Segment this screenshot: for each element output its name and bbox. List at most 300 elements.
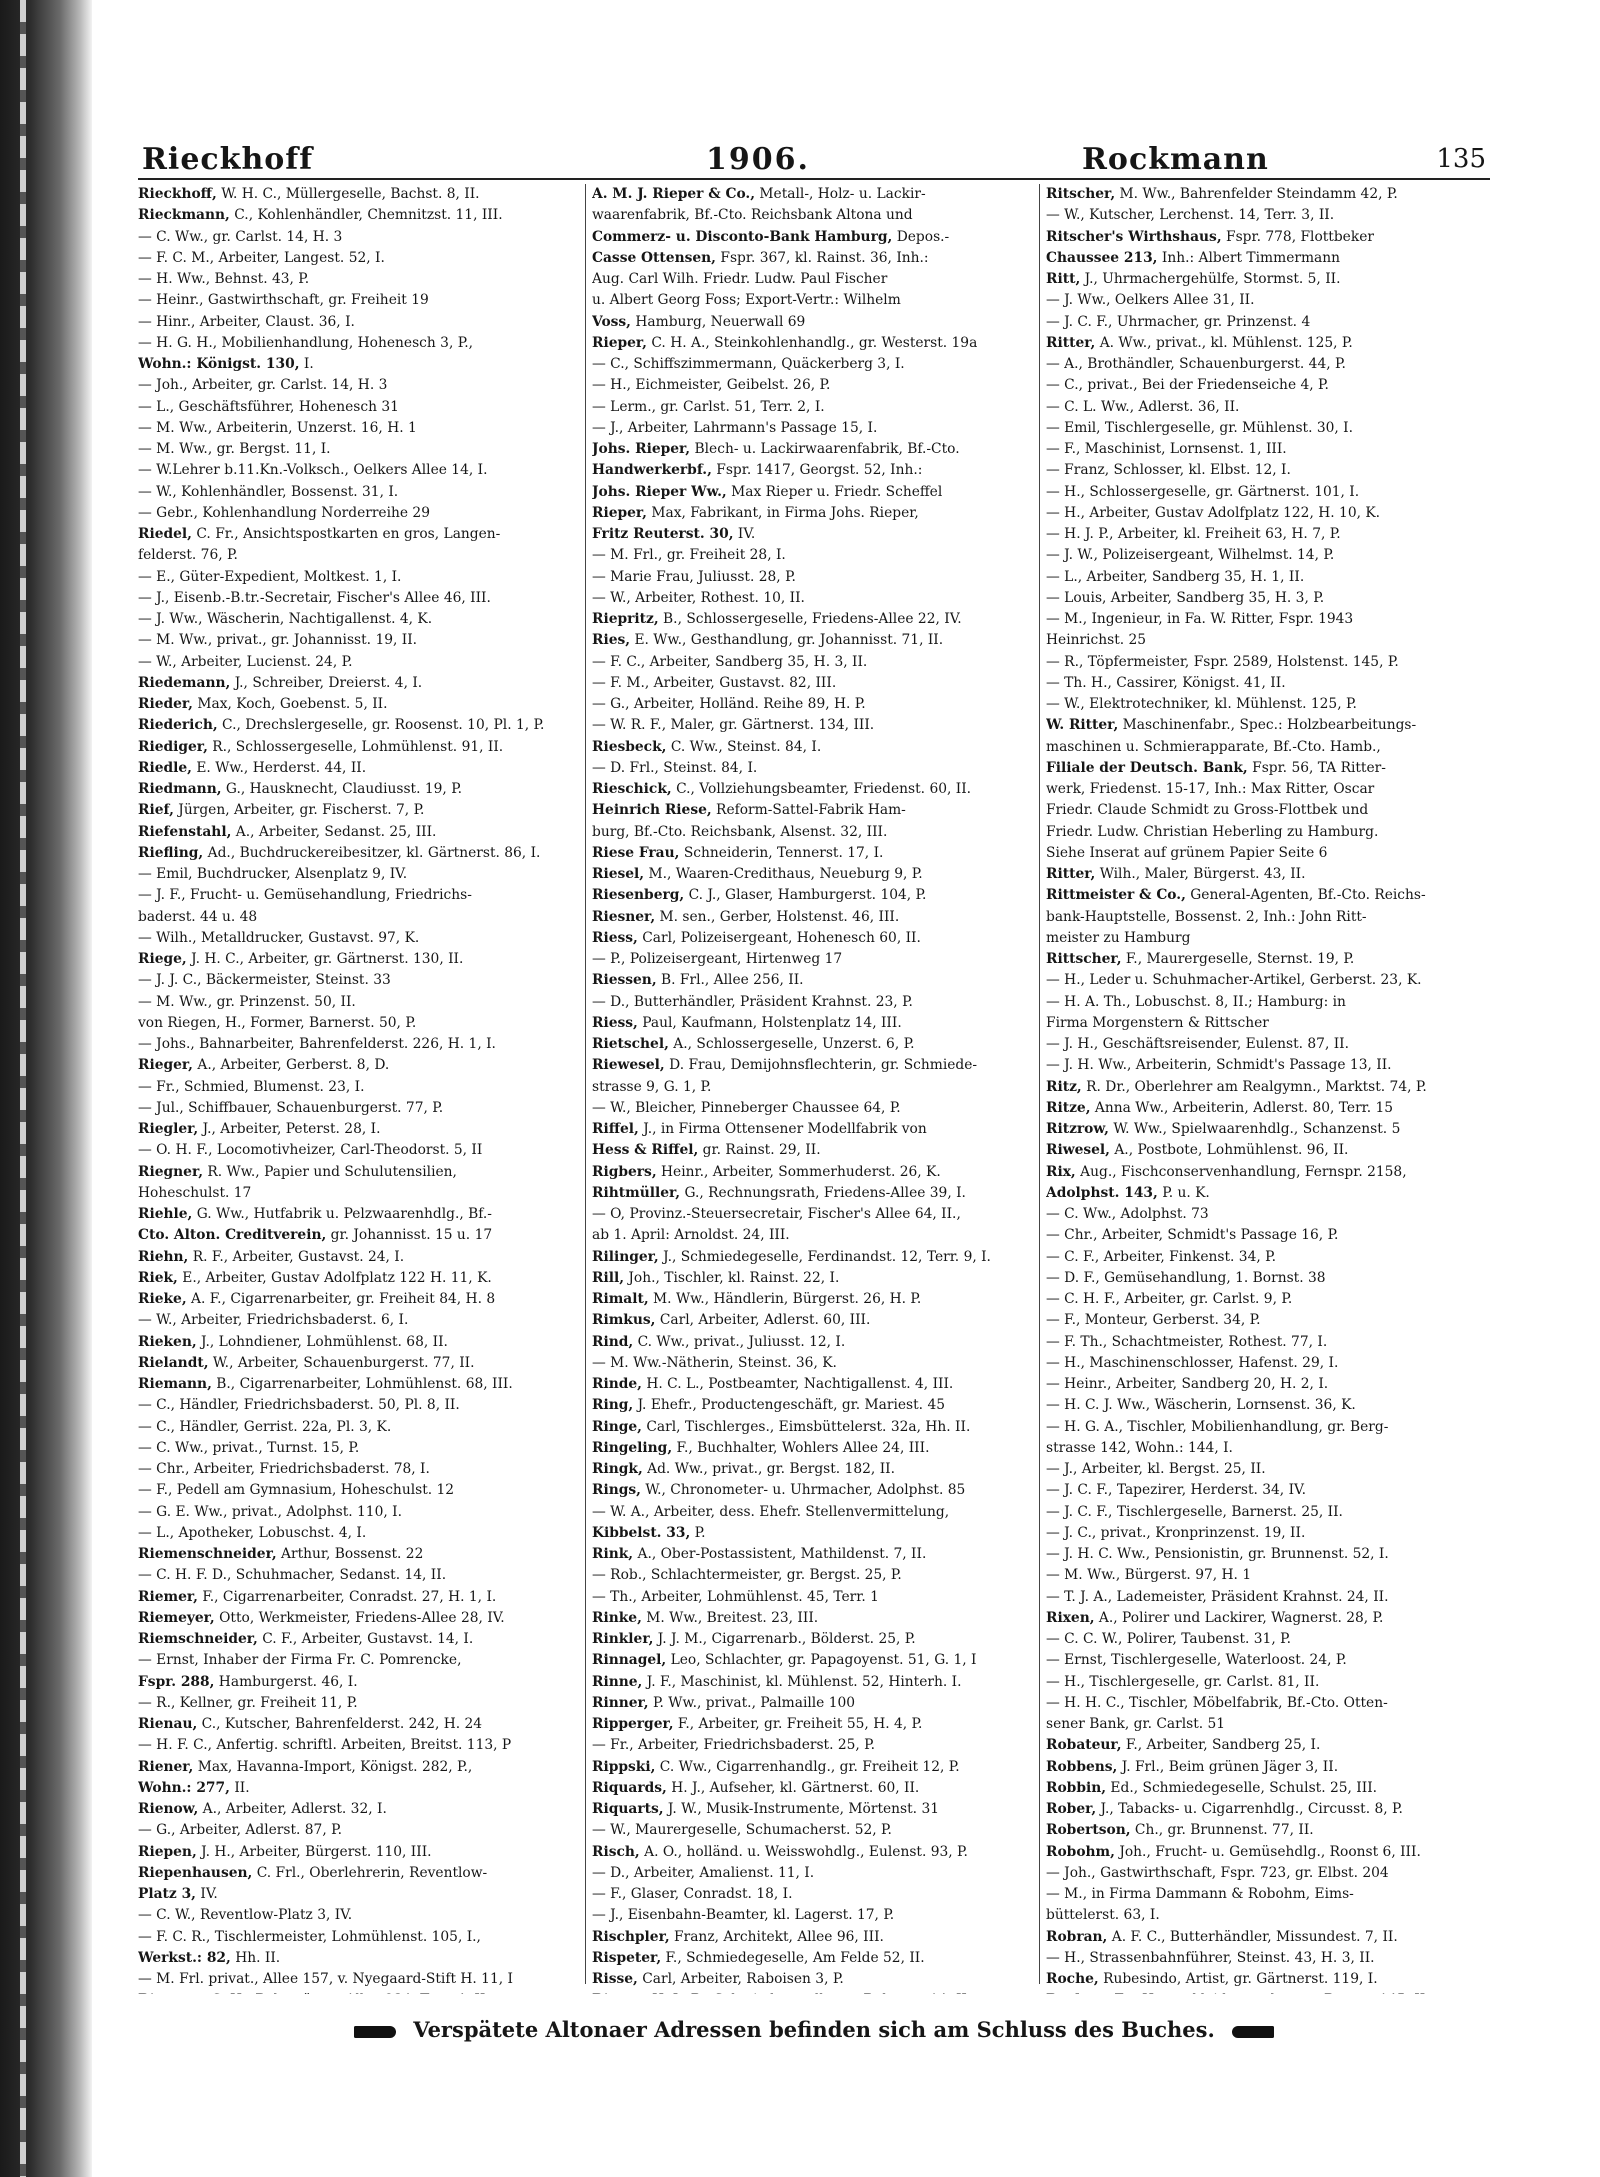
- directory-entry-line: Risse, Carl, Arbeiter, Raboisen 3, P.: [592, 1971, 844, 1987]
- directory-entry-line: — L., Arbeiter, Sandberg 35, H. 1, II.: [1046, 568, 1305, 585]
- directory-entry-line: — C. H. F. D., Schuhmacher, Sedanst. 14, II.: [138, 1567, 447, 1584]
- directory-entry-line: Riesner, M. sen., Gerber, Holstenst. 46, III.: [592, 908, 900, 925]
- directory-entry-line: — J. C., privat., Kronprinzenst. 19, II.: [1046, 1524, 1306, 1541]
- entry-surname: Robohm,: [1046, 1843, 1115, 1860]
- directory-entry-line: Rinke, M. Ww., Breitest. 23, III.: [592, 1609, 819, 1626]
- directory-entry-line: Riemeyer, Otto, Werkmeister, Friedens-Allee 28, IV.: [138, 1609, 505, 1626]
- entry-surname: Rinne,: [592, 1673, 643, 1690]
- footer-note: [138, 2010, 1490, 2050]
- entry-surname: Riquards,: [592, 1779, 667, 1796]
- directory-entry-line: — M. Ww., privat., gr. Johannisst. 19, II.: [138, 632, 418, 649]
- directory-entry-line: — Marie Frau, Juliusst. 28, P.: [592, 568, 796, 585]
- entry-surname: Rings,: [592, 1482, 641, 1499]
- entry-surname: Robbens,: [1046, 1758, 1118, 1775]
- directory-entry-line: Ritscher, M. Ww., Bahrenfelder Steindamm 42, P.: [1046, 186, 1398, 202]
- directory-entry-line: — W., Maurergeselle, Schumacherst. 52, P.: [592, 1822, 892, 1839]
- entry-surname: Riese Frau,: [592, 844, 680, 861]
- entry-surname: Commerz- u. Disconto-Bank Hamburg,: [592, 228, 893, 245]
- directory-entry-line: — Joh., Gastwirthschaft, Fspr. 723, gr. Elbst. 204: [1046, 1864, 1389, 1881]
- directory-entry-line: — H. H. C., Tischler, Möbelfabrik, Bf.-Cto. Otten-: [1046, 1694, 1388, 1711]
- directory-entry-line: Risch, A. O., holländ. u. Weisswohdlg., Eulenst. 93, P.: [592, 1843, 968, 1860]
- directory-entry-line: Fritz Reuterst. 30, IV.: [592, 526, 756, 542]
- directory-entry-line: Rieckhoff, W. H. C., Müllergeselle, Bachst. 8, II.: [138, 186, 480, 202]
- directory-entry-line: Friedr. Ludw. Christian Heberling zu Hamburg.: [1046, 823, 1379, 840]
- directory-entry-line: — H. G. A., Tischler, Mobilienhandlung, gr. Berg-: [1046, 1418, 1389, 1435]
- entry-surname: Ritter,: [1046, 866, 1096, 882]
- directory-entry-line: strasse 9, G. 1, P.: [592, 1078, 712, 1095]
- entry-surname: Riegner,: [138, 1163, 204, 1180]
- directory-entry-line: Johs. Rieper, Blech- u. Lackirwaarenfabrik, Bf.-Cto.: [592, 441, 960, 457]
- directory-entry-line: Kibbelst. 33, P.: [592, 1524, 706, 1541]
- entry-surname: Risse,: [592, 1971, 638, 1987]
- entry-surname: Rittscher,: [1046, 951, 1122, 967]
- directory-entry-line: Rober, J., Tabacks- u. Cigarrenhdlg., Circusst. 8, P.: [1046, 1801, 1403, 1817]
- directory-entry-line: Ritter, Wilh., Maler, Bürgerst. 43, II.: [1046, 866, 1306, 882]
- entry-surname: Ritt,: [1046, 271, 1081, 287]
- entry-surname: Kibbelst. 33,: [592, 1524, 691, 1541]
- entry-surname: Riesbeck,: [592, 738, 667, 755]
- entry-surname: Johs. Rieper,: [592, 441, 691, 457]
- directory-entry-line: — M. Ww., gr. Prinzenst. 50, II.: [138, 993, 356, 1010]
- directory-entry-line: — W., Bleicher, Pinneberger Chaussee 64, P.: [592, 1099, 901, 1116]
- entry-surname: [592, 1992, 648, 1994]
- directory-entry-line: — M., Ingenieur, in Fa. W. Ritter, Fspr. 1943: [1046, 611, 1354, 627]
- directory-entry-line: u. Albert Georg Foss; Export-Vertr.: Wilhelm: [592, 292, 901, 309]
- entry-surname: Ringe,: [592, 1418, 642, 1435]
- directory-entry-line: Wohn.: 277, II.: [138, 1779, 250, 1796]
- directory-entry-line: Rix, Aug., Fischconservenhandlung, Fernspr. 2158,: [1046, 1163, 1407, 1180]
- entry-surname: Riemenschneider,: [138, 1546, 277, 1562]
- directory-entry-line: Firma Morgenstern & Rittscher: [1046, 1014, 1269, 1031]
- directory-entry-line: Riediger, R., Schlossergeselle, Lohmühlenst. 91, II.: [138, 738, 504, 755]
- entry-surname: Risch,: [592, 1843, 640, 1860]
- entry-surname: Casse Ottensen,: [592, 249, 716, 266]
- directory-entry-line: — H., Maschinenschlosser, Hafenst. 29, I.: [1046, 1354, 1339, 1371]
- entry-surname: Rihtmüller,: [592, 1184, 681, 1201]
- directory-entry-line: Riwesel, A., Postbote, Lohmühlenst. 96, II.: [1046, 1142, 1349, 1159]
- directory-entry-line: — D., Butterhändler, Präsident Krahnst. 23, P.: [592, 993, 913, 1010]
- directory-entry-line: Robateur, F., Arbeiter, Sandberg 25, I.: [1046, 1737, 1321, 1754]
- directory-entry-line: — J. C. F., Tischlergeselle, Barnerst. 25, II.: [1046, 1503, 1343, 1520]
- directory-entry-line: Chaussee 213, Inh.: Albert Timmermann: [1046, 249, 1341, 266]
- directory-entry-line: — H., Eichmeister, Geibelst. 26, P.: [592, 377, 831, 394]
- entry-surname: Rinnagel,: [592, 1652, 667, 1669]
- directory-entry-line: Riege, J. H. C., Arbeiter, gr. Gärtnerst. 130, II.: [138, 951, 464, 967]
- directory-entry-line: Rinkler, J. J. M., Cigarrenarb., Bölderst. 25, P.: [592, 1631, 916, 1647]
- directory-entry-line: Handwerkerbf., Fspr. 1417, Georgst. 52, Inh.:: [592, 462, 923, 479]
- directory-entry-line: — P., Polizeisergeant, Hirtenweg 17: [592, 951, 843, 967]
- directory-entry-line: Riesbeck, C. Ww., Steinst. 84, I.: [592, 738, 822, 755]
- directory-entry-line: bank-Hauptstelle, Bossenst. 2, Inh.: John Ritt-: [1046, 908, 1367, 925]
- directory-entry-line: — Ernst, Inhaber der Firma Fr. C. Pomrencke,: [138, 1652, 462, 1669]
- entry-surname: Riek,: [138, 1269, 178, 1286]
- directory-entry-line: Robohm, Joh., Frucht- u. Gemüsehdlg., Roonst 6, III.: [1046, 1843, 1421, 1860]
- directory-entry-line: Riedmann, G., Hausknecht, Claudiusst. 19, P.: [138, 781, 463, 797]
- entry-surname: Johs. Rieper Ww.,: [592, 483, 727, 500]
- directory-entry-line: Rinde, H. C. L., Postbeamter, Nachtigallenst. 4, III.: [592, 1376, 954, 1392]
- directory-entry-line: Rimkus, Carl, Arbeiter, Adlerst. 60, III.: [592, 1312, 871, 1329]
- directory-entry-line: — Gebr., Kohlenhandlung Norderreihe 29: [138, 504, 430, 521]
- entry-surname: Rinde,: [592, 1376, 642, 1392]
- directory-entry-line: — J., Eisenbahn-Beamter, kl. Lagerst. 17, P.: [592, 1907, 895, 1924]
- directory-entry-line: Werkst.: 82, Hh. II.: [138, 1949, 281, 1966]
- directory-entry-line: — Chr., Arbeiter, Friedrichsbaderst. 78, I.: [138, 1461, 430, 1477]
- directory-entry-line: — J. H., Geschäftsreisender, Eulenst. 87, II.: [1046, 1036, 1350, 1052]
- entry-surname: Rispeter,: [592, 1949, 662, 1966]
- header-last-entry: Rockmann: [1082, 142, 1269, 177]
- directory-entry-line: — W., Arbeiter, Lucienst. 24, P.: [138, 653, 353, 670]
- entry-surname: Riess,: [592, 1014, 638, 1031]
- entry-surname: Rittmeister & Co.,: [1046, 887, 1186, 904]
- entry-surname: Rienow,: [138, 1801, 199, 1817]
- directory-entry-line: Riefenstahl, A., Arbeiter, Sedanst. 25, III.: [138, 823, 437, 840]
- entry-surname: Rieke,: [138, 1291, 187, 1307]
- directory-entry-line: — Fr., Schmied, Blumenst. 23, I.: [138, 1078, 365, 1095]
- directory-entry-line: Casse Ottensen, Fspr. 367, kl. Rainst. 36, Inh.:: [592, 249, 929, 266]
- entry-surname: Ritz,: [1046, 1078, 1082, 1095]
- directory-entry-line: Rigbers, Heinr., Arbeiter, Sommerhuderst. 26, K.: [592, 1163, 941, 1180]
- directory-entry-line: — J. W., Polizeisergeant, Wilhelmst. 14, P.: [1046, 547, 1335, 564]
- entry-surname: Platz 3,: [138, 1886, 196, 1902]
- directory-entry-line: Fspr. 288, Hamburgerst. 46, I.: [138, 1673, 358, 1690]
- header-year: 1906.: [706, 142, 810, 177]
- directory-entry-line: Ritz, R. Dr., Oberlehrer am Realgymn., Marktst. 74, P.: [1046, 1078, 1427, 1095]
- directory-entry-line: Riek, E., Arbeiter, Gustav Adolfplatz 122 H. 11, K.: [138, 1269, 492, 1286]
- directory-entry-line: — T. J. A., Lademeister, Präsident Krahnst. 24, II.: [1046, 1588, 1389, 1605]
- column-2: [592, 184, 1032, 1994]
- directory-entry-line: — A., Brothändler, Schauenburgerst. 44, P.: [1046, 356, 1346, 372]
- directory-entry-line: Rietschel, A., Schlossergeselle, Unzerst. 6, P.: [592, 1036, 915, 1052]
- entry-surname: Riepen,: [138, 1843, 197, 1860]
- directory-entry-line: Rilinger, J., Schmiedegeselle, Ferdinandst. 12, Terr. 9, I.: [592, 1248, 991, 1265]
- directory-entry-line: — Louis, Arbeiter, Sandberg 35, H. 3, P.: [1046, 589, 1325, 606]
- entry-surname: Riquarts,: [592, 1801, 664, 1817]
- directory-entry-line: — M. Ww., gr. Bergst. 11, I.: [138, 441, 331, 457]
- directory-entry-line: Riessen, B. Frl., Allee 256, II.: [592, 972, 804, 989]
- book-binding-edge: [0, 0, 92, 2177]
- directory-entry-line: — Jul., Schiffbauer, Schauenburgerst. 77, P.: [138, 1099, 444, 1116]
- entry-surname: Riesel,: [592, 866, 645, 882]
- directory-entry-line: Hoheschulst. 17: [138, 1184, 252, 1201]
- directory-entry-line: — Franz, Schlosser, kl. Elbst. 12, I.: [1046, 462, 1291, 479]
- directory-entry-line: Roche, Rubesindo, Artist, gr. Gärtnerst. 119, I.: [1046, 1971, 1378, 1987]
- directory-entry-line: Johs. Rieper Ww., Max Rieper u. Friedr. Scheffel: [592, 483, 943, 500]
- entry-surname: Riesner,: [592, 908, 656, 925]
- entry-surname: Riwesel,: [1046, 1142, 1110, 1159]
- pointing-hand-icon: [1232, 2026, 1274, 2038]
- entry-surname: Ritscher's Wirthshaus,: [1046, 228, 1222, 245]
- entry-surname: Riehle,: [138, 1206, 193, 1222]
- entry-surname: Riediger,: [138, 738, 208, 755]
- entry-surname: Rippski,: [592, 1758, 656, 1775]
- column-1: [138, 184, 578, 1994]
- directory-entry-line: — C., Schiffszimmermann, Quäckerberg 3, I.: [592, 356, 905, 372]
- directory-entry-line: — Wilh., Metalldrucker, Gustavst. 97, K.: [138, 929, 420, 946]
- directory-entry-line: Rinner, P. Ww., privat., Palmaille 100: [592, 1694, 856, 1711]
- directory-entry-line: — C. Ww., Adolphst. 73: [1046, 1206, 1209, 1222]
- directory-entry-line: Friedr. Claude Schmidt zu Gross-Flottbek und: [1046, 802, 1369, 819]
- entry-surname: Fspr. 288,: [138, 1673, 215, 1690]
- entry-surname: Riessen,: [592, 972, 657, 989]
- directory-entry-line: — J. H. C. Ww., Pensionistin, gr. Brunnenst. 52, I.: [1046, 1546, 1389, 1562]
- directory-entry-line: — Emil, Tischlergeselle, gr. Mühlenst. 30, I.: [1046, 419, 1354, 436]
- header-first-entry: Rieckhoff: [142, 142, 314, 177]
- directory-entry-line: Ripperger, F., Arbeiter, gr. Freiheit 55, H. 4, P.: [592, 1716, 923, 1732]
- entry-surname: Rieschick,: [592, 781, 672, 797]
- directory-entry-line: Commerz- u. Disconto-Bank Hamburg, Depos.-: [592, 228, 950, 245]
- entry-surname: Wohn.: 277,: [138, 1779, 230, 1796]
- directory-entry-line: — J. H. Ww., Arbeiterin, Schmidt's Passage 13, II.: [1046, 1057, 1392, 1074]
- directory-entry-line: — G. E. Ww., privat., Adolphst. 110, I.: [138, 1503, 402, 1520]
- directory-entry-line: felderst. 76, P.: [138, 547, 238, 564]
- entry-surname: Heinrich Riese,: [592, 802, 712, 819]
- directory-entry-line: — Th. H., Cassirer, Königst. 41, II.: [1046, 674, 1286, 691]
- directory-entry-line: Rind, C. Ww., privat., Juliusst. 12, I.: [592, 1333, 846, 1350]
- entry-surname: Ritscher,: [1046, 186, 1116, 202]
- directory-entry-line: — G., Arbeiter, Holländ. Reihe 89, H. P.: [592, 696, 866, 712]
- entry-surname: W. Ritter,: [1046, 717, 1119, 734]
- entry-surname: Rielandt,: [138, 1354, 209, 1371]
- directory-entry-line: — Fr., Arbeiter, Friedrichsbaderst. 25, P.: [592, 1737, 876, 1754]
- directory-entry-line: Rinnagel, Leo, Schlachter, gr. Papagoyenst. 51, G. 1, I: [592, 1652, 977, 1669]
- directory-entry-line: Aug. Carl Wilh. Friedr. Ludw. Paul Fischer: [592, 271, 888, 287]
- directory-entry-line: — J. C. F., Uhrmacher, gr. Prinzenst. 4: [1046, 313, 1311, 330]
- directory-entry-line: — R., Kellner, gr. Freiheit 11, P.: [138, 1694, 358, 1711]
- directory-entry-line: Rieper, C. H. A., Steinkohlenhandlg., gr. Westerst. 19a: [592, 334, 978, 351]
- entry-surname: Filiale der Deutsch. Bank,: [1046, 759, 1248, 776]
- entry-surname: Riedle,: [138, 759, 192, 776]
- directory-entry-line: — H. A. Th., Lobuschst. 8, II.; Hamburg: in: [1046, 993, 1346, 1010]
- entry-surname: Riepenhausen,: [138, 1864, 253, 1881]
- directory-entry-line: meister zu Hamburg: [1046, 929, 1191, 946]
- directory-entry-line: — W. R. F., Maler, gr. Gärtnerst. 134, III.: [592, 717, 875, 734]
- entry-surname: Ripperger,: [592, 1716, 674, 1732]
- directory-entry-line: — Th., Arbeiter, Lohmühlenst. 45, Terr. 1: [592, 1588, 879, 1605]
- directory-entry-line: Riemann, B., Cigarrenarbeiter, Lohmühlenst. 68, III.: [138, 1376, 513, 1392]
- directory-entry-line: Ringe, Carl, Tischlerges., Eimsbüttelerst. 32a, Hh. II.: [592, 1418, 971, 1435]
- directory-entry-line: Riegler, J., Arbeiter, Peterst. 28, I.: [138, 1121, 381, 1137]
- directory-entry-line: Riquarts, J. W., Musik-Instrumente, Mörtenst. 31: [592, 1801, 940, 1817]
- entry-surname: Rilinger,: [592, 1248, 659, 1265]
- entry-surname: Handwerkerbf.,: [592, 462, 712, 479]
- entry-surname: Rischpler,: [592, 1928, 670, 1945]
- entry-surname: Cto. Alton. Creditverein,: [138, 1227, 327, 1244]
- directory-entry-line: — J. Ww., Oelkers Allee 31, II.: [1046, 292, 1255, 309]
- directory-entry-line: Riffel, J., in Firma Ottensener Modellfabrik von: [592, 1121, 927, 1137]
- directory-entry-line: Riehle, G. Ww., Hutfabrik u. Pelzwaarenhdlg., Bf.-: [138, 1206, 492, 1222]
- directory-entry-line: Riener, Max, Havanna-Import, Königst. 282, P.,: [138, 1758, 473, 1775]
- directory-entry-line: A. M. J. Rieper & Co., Metall-, Holz- u. Lackir-: [592, 186, 926, 202]
- directory-entry-line: — H. C. J. Ww., Wäscherin, Lornsenst. 36, K.: [1046, 1397, 1356, 1414]
- directory-entry-line: Heinrich Riese, Reform-Sattel-Fabrik Ham-: [592, 802, 906, 819]
- directory-entry-line: — W.Lehrer b.11.Kn.-Volksch., Oelkers Allee 14, I.: [138, 462, 488, 479]
- entry-surname: Robertson,: [1046, 1822, 1131, 1839]
- directory-entry-line: W. Ritter, Maschinenfabr., Spec.: Holzbearbeitungs-: [1046, 717, 1417, 734]
- column-3: [1046, 184, 1490, 1994]
- directory-entry-line: — Heinr., Arbeiter, Sandberg 20, H. 2, I.: [1046, 1376, 1329, 1392]
- directory-entry-line: sener Bank, gr. Carlst. 51: [1046, 1716, 1226, 1732]
- directory-entry-line: — C. F., Arbeiter, Finkenst. 34, P.: [1046, 1248, 1277, 1265]
- directory-entry-line: — F., Pedell am Gymnasium, Hoheschulst. 12: [138, 1482, 455, 1499]
- directory-entry-line: — H. Ww., Behnst. 43, P.: [138, 271, 310, 287]
- directory-entry-line: — H., Leder u. Schuhmacher-Artikel, Gerberst. 23, K.: [1046, 972, 1422, 989]
- entry-surname: Rieckhoff,: [138, 186, 217, 202]
- entry-surname: Ringk,: [592, 1461, 643, 1477]
- entry-surname: Riedmann,: [138, 781, 222, 797]
- directory-entry-line: Riesenberg, C. J., Glaser, Hamburgerst. 104, P.: [592, 887, 927, 904]
- directory-entry-line: Rischpler, Franz, Architekt, Allee 96, III.: [592, 1928, 884, 1945]
- entry-surname: Robbin,: [1046, 1779, 1107, 1796]
- directory-entry-line: Rienow, A., Arbeiter, Adlerst. 32, I.: [138, 1801, 387, 1817]
- directory-entry-line: — D. Frl., Steinst. 84, I.: [592, 759, 758, 776]
- entry-surname: Riener,: [138, 1758, 194, 1775]
- directory-entry-line: — H., Arbeiter, Gustav Adolfplatz 122, H. 10, K.: [1046, 504, 1381, 521]
- directory-entry-line: Riederich, C., Drechslergeselle, gr. Roosenst. 10, Pl. 1, P.: [138, 717, 545, 734]
- directory-entry-line: Robbens, J. Frl., Beim grünen Jäger 3, II.: [1046, 1758, 1339, 1775]
- directory-entry-line: — W., Kutscher, Lerchenst. 14, Terr. 3, II.: [1046, 207, 1335, 224]
- entry-surname: Riewesel,: [592, 1057, 665, 1074]
- directory-entry-line: — H. J. P., Arbeiter, kl. Freiheit 63, H. 7, P.: [1046, 526, 1341, 542]
- entry-surname: Ritzrow,: [1046, 1121, 1109, 1137]
- entry-surname: Riedemann,: [138, 674, 231, 691]
- directory-entry-line: — C. Ww., privat., Turnst. 15, P.: [138, 1439, 360, 1456]
- directory-entry-line: ab 1. April: Arnoldst. 24, III.: [592, 1227, 790, 1244]
- directory-entry-line: — J. J. C., Bäckermeister, Steinst. 33: [138, 972, 391, 989]
- entry-surname: Roche,: [1046, 1971, 1099, 1987]
- directory-entry-line: maschinen u. Schmierapparate, Bf.-Cto. Hamb.,: [1046, 738, 1381, 755]
- directory-entry-line: Riquards, H. J., Aufseher, kl. Gärtnerst. 60, II.: [592, 1779, 920, 1796]
- directory-entry-line: Rittscher, F., Maurergeselle, Sternst. 19, P.: [1046, 951, 1355, 967]
- directory-entry-line: — W., Kohlenhändler, Bossenst. 31, I.: [138, 483, 399, 500]
- directory-entry-line: Rihtmüller, G., Rechnungsrath, Friedens-Allee 39, I.: [592, 1184, 966, 1201]
- directory-entry-line: — J., Arbeiter, Lahrmann's Passage 15, I.: [592, 419, 878, 436]
- directory-entry-line: — C. L. Ww., Adlerst. 36, II.: [1046, 398, 1240, 415]
- directory-entry-line: — C., Händler, Friedrichsbaderst. 50, Pl. 8, II.: [138, 1397, 460, 1414]
- directory-entry-line: — M. Frl., gr. Freiheit 28, I.: [592, 547, 786, 564]
- directory-entry-line: — W., Arbeiter, Friedrichsbaderst. 6, I.: [138, 1312, 409, 1329]
- entry-surname: Rieper,: [592, 504, 647, 521]
- directory-entry-line: — R., Töpfermeister, Fspr. 2589, Holstenst. 145, P.: [1046, 653, 1399, 670]
- directory-entry-line: Adolphst. 143, P. u. K.: [1046, 1184, 1210, 1201]
- directory-entry-line: — J. C. F., Tapezirer, Herderst. 34, IV.: [1046, 1482, 1306, 1499]
- entry-surname: Riege,: [138, 951, 187, 967]
- entry-surname: Rigbers,: [592, 1163, 657, 1180]
- directory-entry-line: — L., Geschäftsführer, Hohenesch 31: [138, 398, 399, 415]
- directory-entry-line: Riehn, R. F., Arbeiter, Gustavst. 24, I.: [138, 1248, 405, 1265]
- entry-surname: Riemschneider,: [138, 1631, 258, 1647]
- entry-surname: [138, 1992, 207, 1994]
- directory-entry-line: [592, 1990, 1032, 1994]
- directory-entry-line: Rieken, J., Lohndiener, Lohmühlenst. 68, II.: [138, 1333, 448, 1350]
- entry-surname: Rixen,: [1046, 1609, 1095, 1626]
- directory-entry-line: — F. M., Arbeiter, Gustavst. 82, III.: [592, 674, 837, 691]
- pointing-hand-icon: [354, 2026, 396, 2038]
- directory-entry-line: Rieschick, C., Vollziehungsbeamter, Friedenst. 60, II.: [592, 781, 972, 797]
- directory-entry-line: — G., Arbeiter, Adlerst. 87, P.: [138, 1822, 342, 1839]
- directory-entry-line: Ritt, J., Uhrmachergehülfe, Stormst. 5, II.: [1046, 271, 1341, 287]
- entry-surname: Rimkus,: [592, 1312, 656, 1329]
- entry-surname: Riffel,: [592, 1121, 639, 1137]
- entry-surname: Rieger,: [138, 1057, 193, 1074]
- directory-entry-line: Rippski, C. Ww., Cigarrenhandlg., gr. Freiheit 12, P.: [592, 1758, 960, 1775]
- entry-surname: Ritter,: [1046, 334, 1096, 351]
- directory-entry-line: — O. H. F., Locomotivheizer, Carl-Theodorst. 5, II: [138, 1142, 483, 1159]
- entry-surname: [1046, 1992, 1110, 1994]
- directory-entry-line: — F., Monteur, Gerberst. 34, P.: [1046, 1312, 1261, 1329]
- directory-entry-line: Heinrichst. 25: [1046, 632, 1147, 649]
- footer-text: Verspätete Altonaer Adressen befinden sich am Schluss des Buches.: [413, 2017, 1215, 2042]
- directory-entry-line: Riepen, J. H., Arbeiter, Bürgerst. 110, III.: [138, 1843, 432, 1860]
- entry-surname: Rimalt,: [592, 1291, 649, 1307]
- entry-surname: Rix,: [1046, 1163, 1076, 1180]
- directory-entry-line: — J. F., Frucht- u. Gemüsehandlung, Friedrichs-: [138, 887, 472, 904]
- directory-entry-line: Riedemann, J., Schreiber, Dreierst. 4, I.: [138, 674, 423, 691]
- directory-entry-line: Ringk, Ad. Ww., privat., gr. Bergst. 182, II.: [592, 1461, 895, 1477]
- entry-surname: Rinke,: [592, 1609, 642, 1626]
- entry-surname: Robateur,: [1046, 1737, 1122, 1754]
- directory-entry-line: Rieckmann, C., Kohlenhändler, Chemnitzst. 11, III.: [138, 207, 503, 224]
- entry-surname: Rieckmann,: [138, 207, 230, 224]
- directory-entry-line: Hess & Riffel, gr. Rainst. 29, II.: [592, 1142, 821, 1159]
- entry-surname: Riepritz,: [592, 611, 659, 627]
- entry-surname: Ries,: [592, 632, 631, 649]
- directory-entry-line: Riedel, C. Fr., Ansichtspostkarten en gros, Langen-: [138, 526, 501, 542]
- entry-surname: Riedel,: [138, 526, 192, 542]
- directory-entry-line: — M. Ww., Arbeiterin, Unzerst. 16, H. 1: [138, 419, 417, 436]
- directory-entry-line: Rinne, J. F., Maschinist, kl. Mühlenst. 52, Hinterh. I.: [592, 1673, 962, 1690]
- entry-surname: Riemeyer,: [138, 1609, 215, 1626]
- directory-entry-line: — H. F. C., Anfertig. schriftl. Arbeiten, Breitst. 113, P: [138, 1737, 512, 1754]
- directory-entry-line: — Rob., Schlachtermeister, gr. Bergst. 25, P.: [592, 1567, 902, 1584]
- directory-entry-line: — W., Elektrotechniker, kl. Mühlenst. 125, P.: [1046, 696, 1357, 712]
- directory-entry-line: Rill, Joh., Tischler, kl. Rainst. 22, I.: [592, 1269, 840, 1286]
- directory-entry-line: — C., privat., Bei der Friedenseiche 4, P.: [1046, 377, 1329, 394]
- directory-entry-line: Rispeter, F., Schmiedegeselle, Am Felde 52, II.: [592, 1949, 925, 1966]
- directory-entry-line: — Joh., Arbeiter, gr. Carlst. 14, H. 3: [138, 377, 388, 394]
- directory-entry-line: — F. C., Arbeiter, Sandberg 35, H. 3, II.: [592, 653, 868, 670]
- directory-entry-line: — M., in Firma Dammann & Robohm, Eims-: [1046, 1886, 1354, 1902]
- directory-entry-line: Riepritz, B., Schlossergeselle, Friedens-Allee 22, IV.: [592, 611, 962, 627]
- directory-entry-line: — F. Th., Schachtmeister, Rothest. 77, I.: [1046, 1333, 1328, 1350]
- directory-entry-line: — W., Arbeiter, Rothest. 10, II.: [592, 589, 805, 606]
- entry-surname: Riederich,: [138, 717, 218, 734]
- entry-surname: Rief,: [138, 802, 174, 819]
- directory-entry-line: burg, Bf.-Cto. Reichsbank, Alsenst. 32, III.: [592, 823, 888, 840]
- directory-entry-line: baderst. 44 u. 48: [138, 908, 258, 925]
- directory-entry-line: Rieger, A., Arbeiter, Gerberst. 8, D.: [138, 1057, 390, 1074]
- directory-entry-line: [138, 1990, 578, 1994]
- directory-entry-line: — M. Ww.-Nätherin, Steinst. 36, K.: [592, 1354, 837, 1371]
- entry-surname: Rind,: [592, 1333, 634, 1350]
- directory-entry-line: werk, Friedenst. 15-17, Inh.: Max Ritter, Oscar: [1046, 781, 1375, 797]
- directory-entry-line: Riegner, R. Ww., Papier und Schulutensilien,: [138, 1163, 457, 1180]
- directory-entry-line: — H. G. H., Mobilienhandlung, Hohenesch 3, P.,: [138, 334, 473, 351]
- directory-entry-line: — E., Güter-Expedient, Moltkest. 1, I.: [138, 568, 402, 585]
- page-header: [138, 140, 1490, 180]
- directory-entry-line: — C. C. W., Polirer, Taubenst. 31, P.: [1046, 1631, 1291, 1647]
- directory-entry-line: — H., Strassenbahnführer, Steinst. 43, H. 3, II.: [1046, 1949, 1375, 1966]
- entry-surname: Hess & Riffel,: [592, 1142, 699, 1159]
- directory-entry-line: — Lerm., gr. Carlst. 51, Terr. 2, I.: [592, 398, 825, 415]
- directory-page: [138, 140, 1490, 2070]
- directory-entry-line: Rienau, C., Kutscher, Bahrenfelderst. 242, H. 24: [138, 1716, 483, 1732]
- directory-entry-line: Riess, Carl, Polizeisergeant, Hohenesch 60, II.: [592, 929, 921, 946]
- directory-entry-line: Rink, A., Ober-Postassistent, Mathildenst. 7, II.: [592, 1546, 927, 1562]
- directory-entry-line: — Heinr., Gastwirthschaft, gr. Freiheit 19: [138, 292, 429, 309]
- entry-surname: Adolphst. 143,: [1046, 1184, 1158, 1201]
- directory-entry-line: — J., Arbeiter, kl. Bergst. 25, II.: [1046, 1461, 1266, 1477]
- entry-surname: Riesenberg,: [592, 887, 685, 904]
